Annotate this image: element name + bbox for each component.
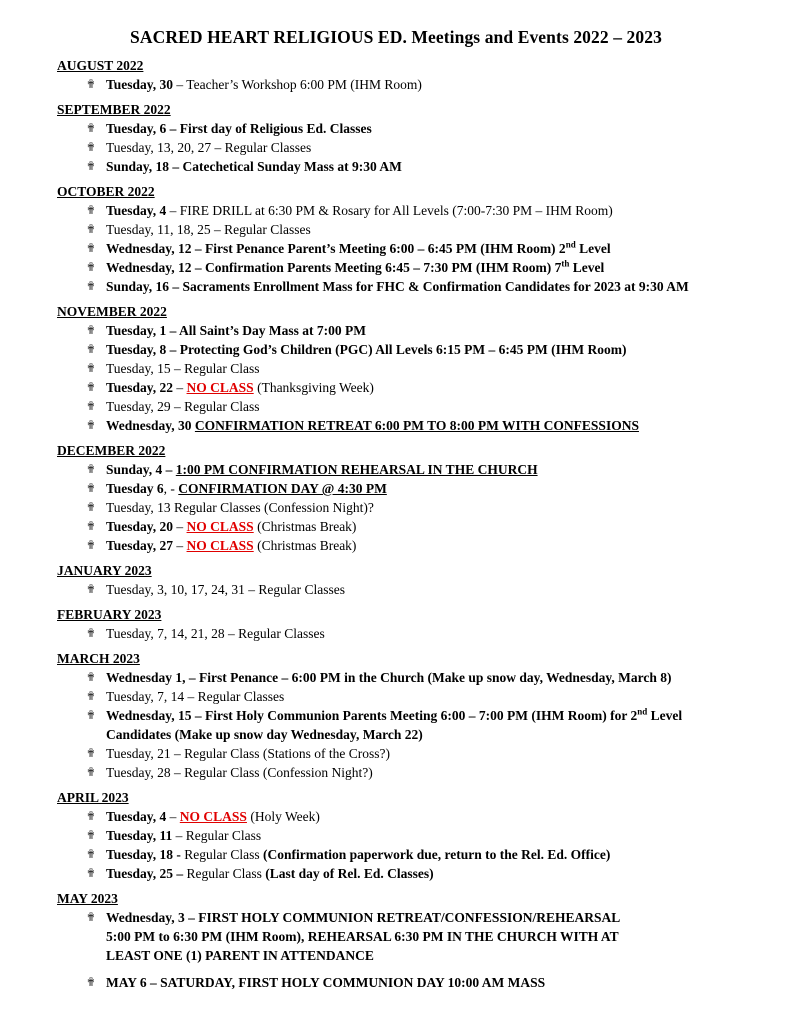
- event-text: [106, 416, 735, 435]
- text-run: Wednesday 1, – First Penance – 6:00 PM in the Church (Make up snow day, Wednesday, March 8): [106, 670, 672, 685]
- event-text: [106, 378, 735, 397]
- month-header: AUGUST 2022: [57, 58, 144, 73]
- cross-bullet-icon: ✟: [86, 670, 96, 684]
- text-run: Regular Class: [183, 866, 266, 881]
- cross-bullet-icon: ✟: [86, 500, 96, 514]
- cross-bullet-icon: ✟: [86, 828, 96, 842]
- event-text: [106, 321, 735, 340]
- text-run: Wednesday, 15 – First Holy Communion Parents Meeting 6:00 – 7:00 PM (IHM Room) for 2: [106, 708, 638, 723]
- cross-bullet-icon: ✟: [86, 77, 96, 91]
- text-run: (Christmas Break): [253, 538, 357, 553]
- event-item: [57, 75, 735, 94]
- text-run: NO CLASS: [186, 380, 254, 395]
- event-item: [57, 864, 735, 883]
- cross-bullet-icon: ✟: [86, 241, 96, 255]
- event-item: [57, 580, 735, 599]
- event-text: [106, 75, 735, 94]
- cross-bullet-icon: ✟: [86, 222, 96, 236]
- text-run: CONFIRMATION RETREAT 6:00 PM TO 8:00 PM WITH CONFESSIONS: [194, 418, 639, 433]
- cross-bullet-icon: ✟: [86, 121, 96, 135]
- month-section: [57, 889, 735, 992]
- event-item: [57, 397, 735, 416]
- event-text: [106, 624, 735, 643]
- text-run: Tuesday, 8 – Protecting God’s Children (PGC) All Levels 6:15 PM – 6:45 PM (IHM Room): [106, 342, 627, 357]
- cross-bullet-icon: ✟: [86, 538, 96, 552]
- text-run: –: [173, 519, 187, 534]
- text-run: MAY 6 – SATURDAY, FIRST HOLY COMMUNION DAY 10:00 AM MASS: [106, 975, 546, 990]
- event-item: [57, 517, 735, 536]
- event-text: [106, 668, 735, 687]
- event-text: [106, 277, 735, 296]
- text-run: Level: [569, 260, 605, 275]
- cross-bullet-icon: ✟: [86, 342, 96, 356]
- text-run: CONFIRMATION DAY @ 4:30 PM: [178, 481, 387, 496]
- document-title: SACRED HEART RELIGIOUS ED. Meetings and Events 2022 – 2023: [130, 27, 662, 47]
- cross-bullet-icon: ✟: [86, 847, 96, 861]
- text-run: Tuesday, 4: [106, 809, 167, 824]
- text-run: –: [173, 380, 187, 395]
- event-item: [57, 220, 735, 239]
- text-run: (Thanksgiving Week): [253, 380, 374, 395]
- event-item: [57, 157, 735, 176]
- text-run: Regular Class: [184, 847, 264, 862]
- event-item: [57, 321, 735, 340]
- event-item: [57, 138, 735, 157]
- event-item: [57, 119, 735, 138]
- month-section: [57, 302, 735, 435]
- text-run: Tuesday, 3, 10, 17, 24, 31 – Regular Classes: [106, 582, 345, 597]
- text-run: LEAST ONE (1) PARENT IN ATTENDANCE: [106, 948, 374, 963]
- text-run: Wednesday, 3 – FIRST HOLY COMMUNION RETREAT/CONFESSION/REHEARSAL: [106, 910, 621, 925]
- cross-bullet-icon: ✟: [86, 361, 96, 375]
- event-text: [106, 826, 735, 845]
- text-run: Level Candidates (Make up snow day Wednesday, March 22): [106, 708, 683, 742]
- text-run: (Confirmation paperwork due, return to the Rel. Ed. Office): [263, 847, 611, 862]
- event-item: [57, 239, 735, 258]
- event-text: [106, 908, 735, 965]
- text-run: – Regular Class: [172, 828, 262, 843]
- cross-bullet-icon: ✟: [86, 765, 96, 779]
- event-item: [57, 973, 735, 992]
- text-run: nd: [637, 706, 648, 717]
- text-run: Tuesday, 11: [106, 828, 173, 843]
- text-run: Tuesday, 20: [106, 519, 174, 534]
- event-text: [106, 119, 735, 138]
- event-item: [57, 416, 735, 435]
- event-item: [57, 744, 735, 763]
- event-text: [106, 460, 735, 479]
- event-item: [57, 826, 735, 845]
- text-run: Wednesday, 12 – First Penance Parent’s Meeting 6:00 – 6:45 PM (IHM Room) 2: [106, 241, 566, 256]
- text-run: (Christmas Break): [253, 519, 357, 534]
- text-run: Tuesday, 11, 18, 25 – Regular Classes: [106, 222, 311, 237]
- month-section: [57, 182, 735, 296]
- cross-bullet-icon: ✟: [86, 582, 96, 596]
- month-header: NOVEMBER 2022: [57, 304, 167, 319]
- event-text: [106, 138, 735, 157]
- month-section: [57, 788, 735, 883]
- text-run: Sunday, 18 – Catechetical Sunday Mass at 9:30 AM: [106, 159, 402, 174]
- event-text: [106, 201, 735, 220]
- text-run: Sunday, 16 – Sacraments Enrollment Mass for FHC & Confirmation Candidates for 2023 at 9:30 AM: [106, 279, 689, 294]
- text-run: NO CLASS: [179, 809, 247, 824]
- event-text: [106, 397, 735, 416]
- text-run: (Holy Week): [246, 809, 320, 824]
- event-text: [106, 706, 735, 744]
- cross-bullet-icon: ✟: [86, 708, 96, 722]
- month-header: MAY 2023: [57, 891, 118, 906]
- month-section: [57, 441, 735, 555]
- text-run: 5:00 PM to 6:30 PM (IHM Room), REHEARSAL 6:30 PM IN THE CHURCH WITH AT: [106, 929, 619, 944]
- event-item: [57, 201, 735, 220]
- text-run: nd: [565, 239, 576, 250]
- event-text: [106, 157, 735, 176]
- text-run: Tuesday, 13 Regular Classes (Confession Night)?: [106, 500, 374, 515]
- text-run: 1:00 PM CONFIRMATION REHEARSAL IN THE CHURCH: [175, 462, 538, 477]
- cross-bullet-icon: ✟: [86, 481, 96, 495]
- event-text: [106, 687, 735, 706]
- cross-bullet-icon: ✟: [86, 462, 96, 476]
- text-run: NO CLASS: [186, 538, 254, 553]
- text-run: Tuesday, 7, 14 – Regular Classes: [106, 689, 285, 704]
- cross-bullet-icon: ✟: [86, 380, 96, 394]
- event-text: [106, 359, 735, 378]
- text-run: Tuesday, 27: [106, 538, 174, 553]
- event-item: [57, 258, 735, 277]
- text-run: , -: [163, 481, 179, 496]
- event-text: [106, 517, 735, 536]
- month-section: [57, 100, 735, 176]
- cross-bullet-icon: ✟: [86, 519, 96, 533]
- text-run: Tuesday, 29 – Regular Class: [106, 399, 260, 414]
- cross-bullet-icon: ✟: [86, 746, 96, 760]
- event-text: [106, 580, 735, 599]
- month-header: JANUARY 2023: [57, 563, 152, 578]
- text-run: Tuesday, 7, 14, 21, 28 – Regular Classes: [106, 626, 325, 641]
- event-item: [57, 378, 735, 397]
- text-run: Tuesday 6: [106, 481, 164, 496]
- event-text: [106, 763, 735, 782]
- event-text: [106, 340, 735, 359]
- text-run: Level: [575, 241, 611, 256]
- event-text: [106, 744, 735, 763]
- cross-bullet-icon: ✟: [86, 279, 96, 293]
- text-run: –: [173, 538, 187, 553]
- cross-bullet-icon: ✟: [86, 159, 96, 173]
- cross-bullet-icon: ✟: [86, 418, 96, 432]
- month-header: FEBRUARY 2023: [57, 607, 162, 622]
- month-header: DECEMBER 2022: [57, 443, 166, 458]
- month-section: [57, 56, 735, 94]
- event-text: [106, 845, 735, 864]
- text-run: Tuesday, 15 – Regular Class: [106, 361, 260, 376]
- text-run: – Teacher’s Workshop 6:00 PM (IHM Room): [173, 77, 422, 92]
- text-run: –: [166, 809, 180, 824]
- cross-bullet-icon: ✟: [86, 323, 96, 337]
- month-section: [57, 649, 735, 782]
- cross-bullet-icon: ✟: [86, 203, 96, 217]
- event-item: [57, 359, 735, 378]
- cross-bullet-icon: ✟: [86, 689, 96, 703]
- cross-bullet-icon: ✟: [86, 809, 96, 823]
- text-run: Wednesday, 12 – Confirmation Parents Meeting 6:45 – 7:30 PM (IHM Room) 7: [106, 260, 562, 275]
- cross-bullet-icon: ✟: [86, 140, 96, 154]
- event-text: [106, 479, 735, 498]
- event-item: [57, 479, 735, 498]
- text-run: Tuesday, 1 – All Saint’s Day Mass at 7:00 PM: [106, 323, 367, 338]
- event-item: [57, 277, 735, 296]
- cross-bullet-icon: ✟: [86, 260, 96, 274]
- text-run: (Last day of Rel. Ed. Classes): [265, 866, 434, 881]
- event-text: [106, 864, 735, 883]
- event-item: [57, 763, 735, 782]
- event-item: [57, 668, 735, 687]
- event-item: [57, 706, 735, 744]
- document-body: [57, 56, 735, 992]
- month-header: APRIL 2023: [57, 790, 129, 805]
- text-run: Tuesday, 6 – First day of Religious Ed. Classes: [106, 121, 372, 136]
- text-run: Tuesday, 21 – Regular Class (Stations of the Cross?): [106, 746, 390, 761]
- cross-bullet-icon: ✟: [86, 626, 96, 640]
- event-text: [106, 973, 735, 992]
- event-item: [57, 340, 735, 359]
- text-run: Tuesday, 4: [106, 203, 167, 218]
- event-item: [57, 845, 735, 864]
- month-section: [57, 561, 735, 599]
- text-run: Tuesday, 30: [106, 77, 174, 92]
- text-run: Tuesday, 28 – Regular Class (Confession Night?): [106, 765, 373, 780]
- event-text: [106, 498, 735, 517]
- text-run: Tuesday, 22: [106, 380, 174, 395]
- text-run: Tuesday, 13, 20, 27 – Regular Classes: [106, 140, 312, 155]
- event-item: [57, 687, 735, 706]
- text-run: Sunday, 4 –: [106, 462, 176, 477]
- month-header: SEPTEMBER 2022: [57, 102, 171, 117]
- text-run: th: [561, 258, 570, 269]
- cross-bullet-icon: ✟: [86, 399, 96, 413]
- event-text: [106, 807, 735, 826]
- event-text: [106, 239, 735, 258]
- month-header: OCTOBER 2022: [57, 184, 155, 199]
- text-run: NO CLASS: [186, 519, 254, 534]
- text-run: Tuesday, 18 -: [106, 847, 185, 862]
- cross-bullet-icon: ✟: [86, 910, 96, 924]
- month-section: [57, 605, 735, 643]
- event-item: [57, 624, 735, 643]
- text-run: Wednesday, 30: [106, 418, 195, 433]
- event-text: [106, 536, 735, 555]
- event-item: [57, 807, 735, 826]
- text-run: – FIRE DRILL at 6:30 PM & Rosary for All Levels (7:00-7:30 PM – IHM Room): [166, 203, 613, 218]
- event-item: [57, 908, 735, 965]
- cross-bullet-icon: ✟: [86, 975, 96, 989]
- cross-bullet-icon: ✟: [86, 866, 96, 880]
- event-item: [57, 498, 735, 517]
- event-text: [106, 220, 735, 239]
- text-run: Tuesday, 25 –: [106, 866, 184, 881]
- event-text: [106, 258, 735, 277]
- event-item: [57, 460, 735, 479]
- month-header: MARCH 2023: [57, 651, 140, 666]
- event-item: [57, 536, 735, 555]
